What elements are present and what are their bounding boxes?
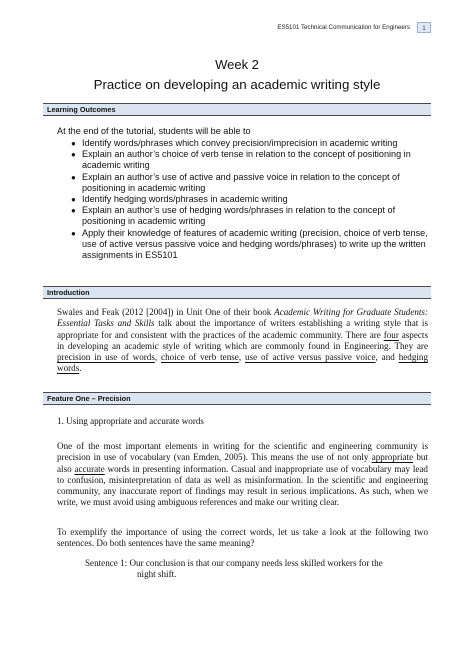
bullet-icon: ● <box>71 139 76 148</box>
introduction-paragraph: Swales and Feak (2012 [2004]) in Unit One of their book Academic Writing for Graduate Students: Essential Tasks and Skills talk about the importance of writers establishing a writing style that is appropriate for and consistent with the practices of the academic community. There are four aspects in developing an academic style of writing which are commonly found in Engineering. They are precision in use of words, choice of verb tense, use of active versus passive voice, and hedging words. <box>57 307 428 374</box>
bullet-icon: ● <box>71 150 76 160</box>
list-item: ● Explain an author’s use of hedging words/phrases in relation to the concept of positioning in academic writing <box>71 205 396 227</box>
list-item: ● Identify hedging words/phrases in academic writing <box>71 194 288 205</box>
precision-paragraph: One of the most important elements in writing for the scientific and engineering community is precision in use of vocabulary (van Emden, 2005). This means the use of not only appropriate but also accurate words in presenting information. Casual and inappropriate use of vocabulary may lead to confusion, misinterpretation of data as well as misinformation. In the scientific and engineering community, any inaccurate report of findings may result in serious implications. As such, when we write, we must avoid using ambiguous references and make our writing clear. <box>57 441 428 508</box>
list-item: ● Explain an author’s use of active and passive voice in relation to the concept of positioning in academic writing <box>71 171 400 193</box>
feature-one-subheading: 1. Using appropriate and accurate words <box>57 416 204 426</box>
example-intro-paragraph: To exemplify the importance of using the correct words, let us take a look at the following two sentences. Do both sentences have the same meaning? <box>57 527 428 549</box>
example-sentence-1: Sentence 1: Our conclusion is that our company needs less skilled workers for the night shift. <box>85 558 383 580</box>
list-item: ● Apply their knowledge of features of academic writing (precision, choice of verb tense, use of active versus passive voice and hedging words/phrases) to write up the written assignments in ES5101 <box>71 227 428 261</box>
week-title: Week 2 <box>215 57 259 72</box>
learning-outcomes-intro: At the end of the tutorial, students will be able to <box>57 126 251 136</box>
bullet-icon: ● <box>71 195 76 205</box>
learning-outcomes-list <box>57 138 428 261</box>
page-title: Practice on developing an academic writing style <box>93 77 381 92</box>
feature-one-heading: Feature One – Precision <box>43 392 431 405</box>
introduction-heading: Introduction <box>43 286 431 299</box>
learning-outcomes-heading: Learning Outcomes <box>43 103 431 116</box>
course-title: ES5101 Technical Communication for Engineers <box>277 23 410 31</box>
page-number: 1 <box>417 22 431 33</box>
bullet-icon: ● <box>71 172 76 182</box>
list-item: ● Identify words/phrases which convey precision/imprecision in academic writing <box>71 138 398 148</box>
bullet-icon: ● <box>71 228 76 238</box>
list-item: ● Explain an author’s choice of verb tense in relation to the concept of positioning in academic writing <box>71 149 411 171</box>
bullet-icon: ● <box>71 206 76 216</box>
book-title: Academic Writing for Graduate Students: Essential Tasks and Skills <box>57 307 428 329</box>
running-header <box>277 21 431 33</box>
